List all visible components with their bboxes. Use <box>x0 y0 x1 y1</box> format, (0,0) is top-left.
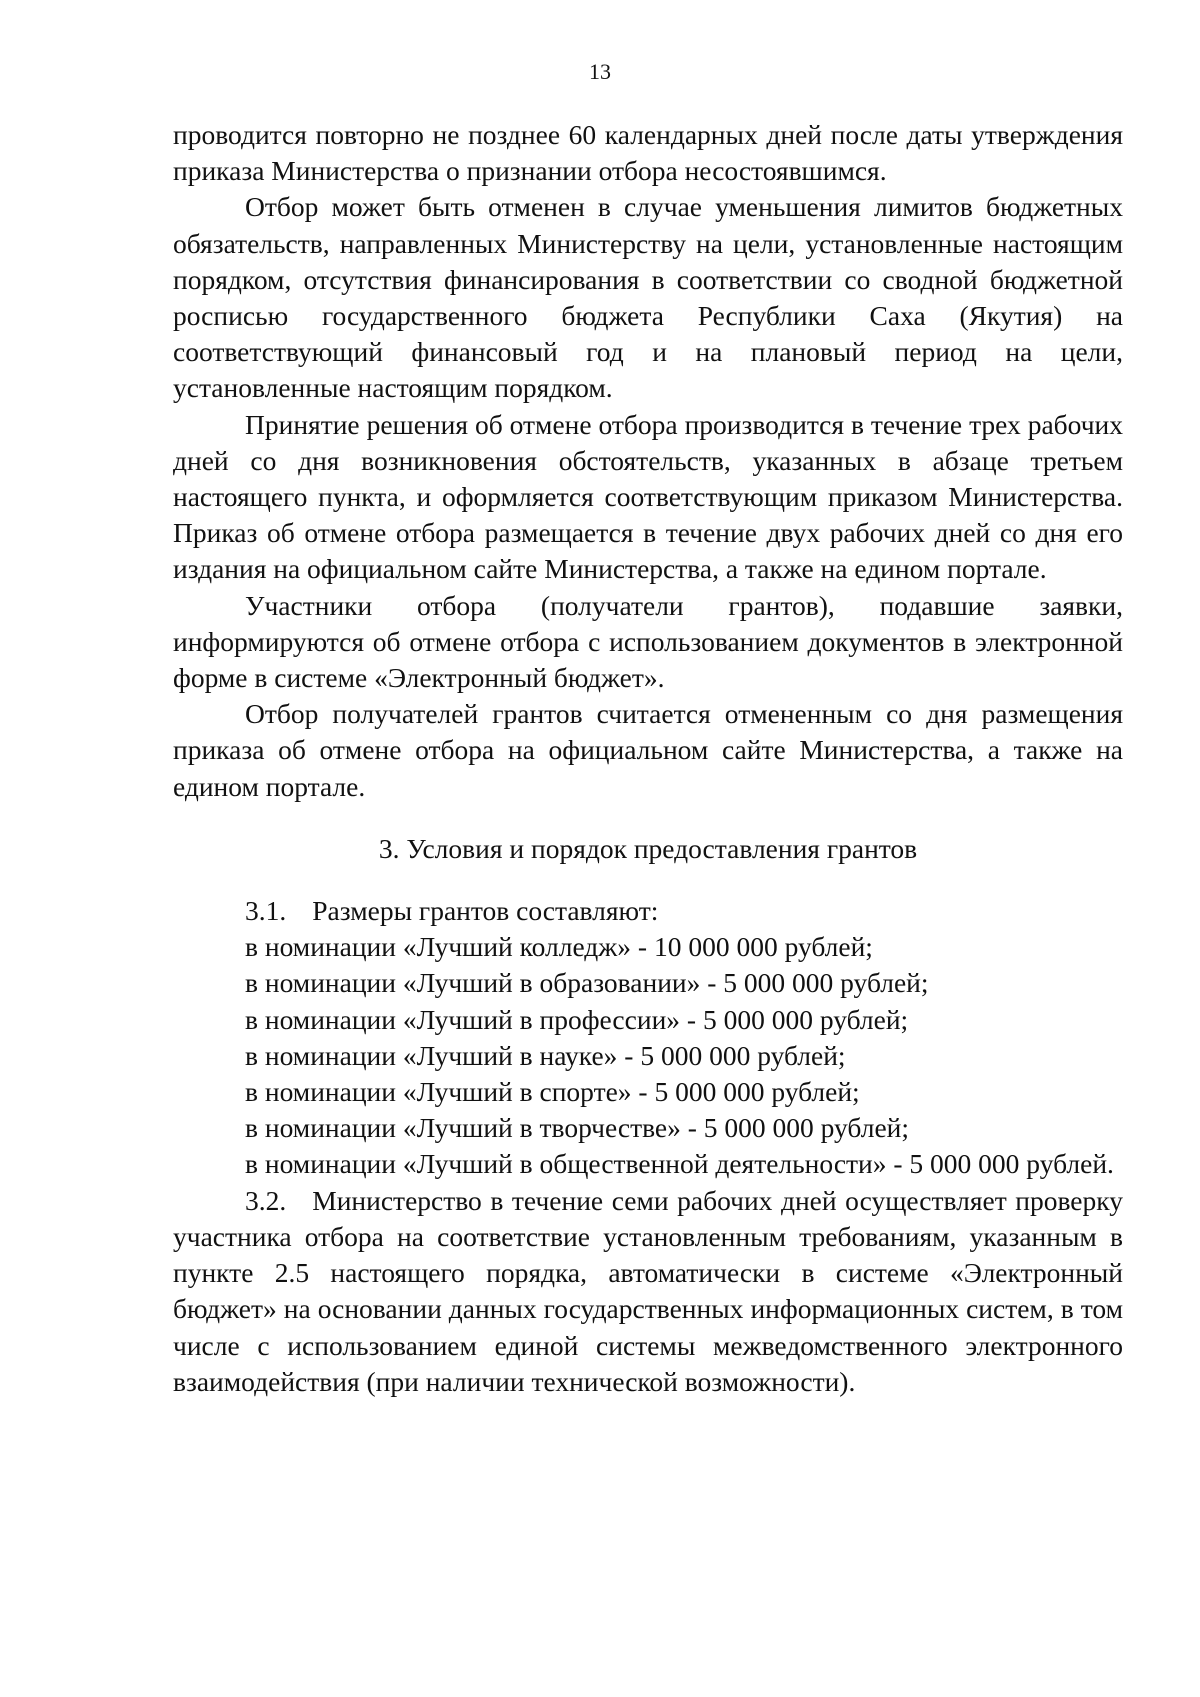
clause-3-1-text: Размеры грантов составляют: <box>312 895 659 927</box>
grant-item-college: в номинации «Лучший колледж» - 10 000 000 рублей; <box>245 931 873 963</box>
grant-item-education: в номинации «Лучший в образовании» - 5 000 000 рублей; <box>245 967 929 999</box>
clause-3-2-number: 3.2. <box>245 1184 287 1216</box>
grant-item-public-activity: в номинации «Лучший в общественной деятельности» - 5 000 000 рублей. <box>245 1148 1114 1180</box>
paragraph-continuation: проводится повторно не позднее 60 календарных дней после даты утверждения приказа Министерства о признании отбора несостоявшимся. <box>173 119 1123 187</box>
page-number: 13 <box>589 59 611 84</box>
clause-3-1-intro <box>173 893 1123 929</box>
clause-3-1-number: 3.1. <box>245 895 287 927</box>
paragraph-cancellation-decision: Принятие решения об отмене отбора производится в течение трех рабочих дней со дня возникновения обстоятельств, указанных в абзаце третьем настоящего пункта, и оформляется соответствующим приказом Министерства. Приказ об отмене отбора размещается в течение двух рабочих дней со дня его издания на официальном сайте Министерства, а также на едином портале. <box>173 408 1123 585</box>
document-body <box>173 117 1123 1400</box>
section-title: 3. Условия и порядок предоставления грантов <box>378 832 918 864</box>
paragraph-cancellation-effective: Отбор получателей грантов считается отмененным со дня размещения приказа об отмене отбора на официальном сайте Министерства, а также на едином портале. <box>173 698 1123 802</box>
grant-item-creativity: в номинации «Лучший в творчестве» - 5 000 000 рублей; <box>245 1112 910 1144</box>
paragraph-cancellation-conditions: Отбор может быть отменен в случае уменьшения лимитов бюджетных обязательств, направленных Министерству на цели, установленные настоящим порядком, отсутствия финансирования в соответствии со сводной бюджетной росписью государственного бюджета Республики Саха (Якутия) на соответствующий финансовый год и на плановый период на цели, установленные настоящим порядком. <box>173 191 1123 404</box>
grant-item-sport: в номинации «Лучший в спорте» - 5 000 000 рублей; <box>245 1076 860 1108</box>
clause-3-2-text: Министерство в течение семи рабочих дней осуществляет проверку участника отбора на соответствие установленным требованиям, указанным в пункте 2.5 настоящего порядка, автоматически в системе «Электронный бюджет» на основании данных государственных информационных систем, в том числе с использованием единой системы межведомственного электронного взаимодействия (при наличии технической возможности). <box>173 1184 1123 1397</box>
clause-3-2 <box>173 1183 1123 1400</box>
paragraph-participants-notice: Участники отбора (получатели грантов), подавшие заявки, информируются об отмене отбора с использованием документов в электронной форме в системе «Электронный бюджет». <box>173 589 1123 694</box>
grant-item-profession: в номинации «Лучший в профессии» - 5 000 000 рублей; <box>245 1003 909 1035</box>
grant-item-science: в номинации «Лучший в науке» - 5 000 000 рублей; <box>245 1039 846 1071</box>
